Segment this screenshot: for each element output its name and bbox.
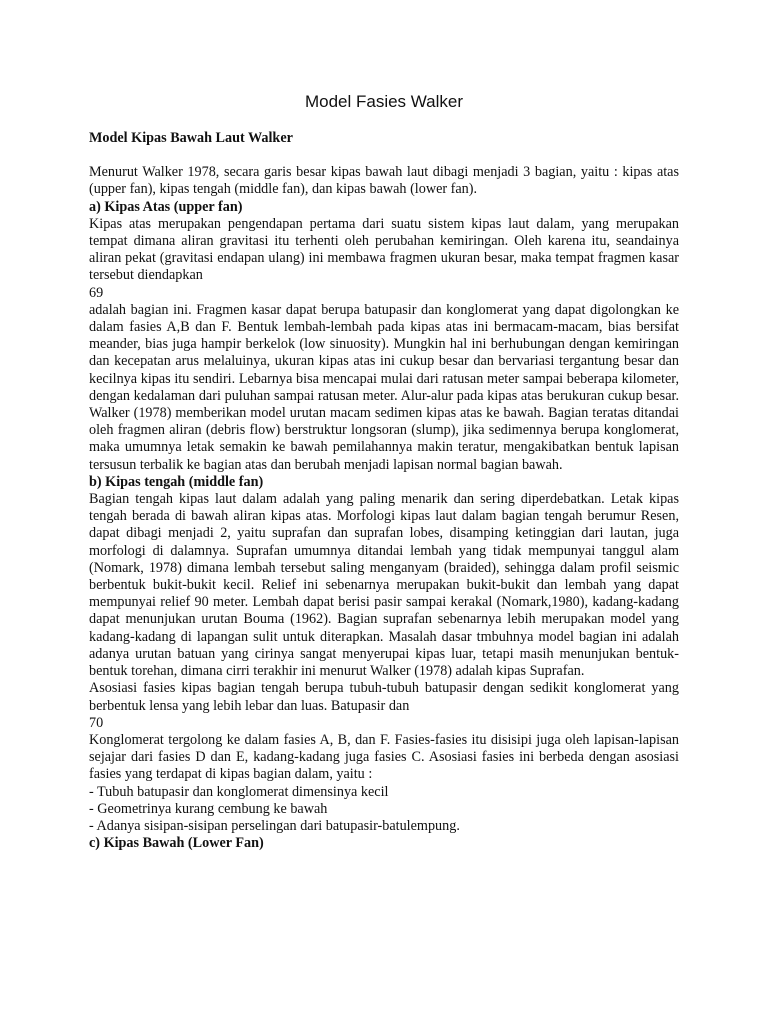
heading-lower-fan: c) Kipas Bawah (Lower Fan): [89, 835, 264, 852]
paragraph-upper-fan-1: Kipas atas merupakan pengendapan pertama dari suatu sistem kipas laut dalam, yang merupakan tempat dimana aliran gravitasi itu terhenti oleh perubahan kemiringan. Oleh karena itu, seandainya aliran pekat (gravitasi endapan ulang) ini membawa fragmen ukuran besar, maka tempat fragmen kasar tersebut diendapkan: [89, 215, 679, 284]
list-item: - Adanya sisipan-sisipan perselingan dari batupasir-batulempung.: [89, 817, 460, 834]
heading-middle-fan: b) Kipas tengah (middle fan): [89, 473, 264, 490]
paragraph-middle-fan-2: Asosiasi fasies kipas bagian tengah berupa tubuh-tubuh batupasir dengan sedikit konglomerat yang berbentuk lensa yang lebih lebar dan luas. Batupasir dan: [89, 680, 679, 714]
paragraph-middle-fan-1: Bagian tengah kipas laut dalam adalah yang paling menarik dan sering diperdebatkan. Letak kipas tengah berada di bawah aliran kipas atas. Morfologi kipas laut dalam bagian tengah berumur Resen, dapat dibagi menjadi 2, yaitu suprafan dan suprafan lobes, disamping ketinggian dari lautan, juga morfologi di dalamnya. Suprafan umumnya ditandai lembah yang tidak mempunyai tanggul alam (Nomark, 1978) dimana lembah tersebut saling menganyam (braided), sehingga dalam profil seismic berbentuk bukit-bukit kecil. Relief ini sebenarnya merupakan bukit-bukit dan lembah yang dapat mempunyai relief 90 meter. Lembah dapat berisi pasir sampai kerakal (Nomark,1980), kadang-kadang dapat menunjukan urutan Bouma (1962). Bagian suprafan sebenarnya lebih merupakan model yang kadang-kadang di lapangan sulit untuk diterapkan. Masalah dasar tmbuhnya model bagian ini adalah adanya urutan batuan yang cirinya sangat menyerupai kipas luar, tetapi masih menunjukan bentuk-bentuk torehan, dimana cirri terakhir ini menurut Walker (1978) adalah kipas Suprafan.: [89, 491, 679, 680]
page-number-69: 69: [89, 284, 104, 301]
list-item: - Geometrinya kurang cembung ke bawah: [89, 800, 328, 817]
section-subtitle: Model Kipas Bawah Laut Walker: [89, 130, 293, 146]
document-body: [89, 130, 679, 852]
heading-upper-fan: a) Kipas Atas (upper fan): [89, 198, 243, 215]
paragraph-middle-fan-3: Konglomerat tergolong ke dalam fasies A, B, dan F. Fasies-fasies itu disisipi juga oleh lapisan-lapisan sejajar dari fasies D dan E, kadang-kadang juga fasies C. Asosiasi fasies ini berbeda dengan asosiasi fasies yang terdapat di kipas bagian dalam, yaitu :: [89, 731, 679, 783]
intro-paragraph: Menurut Walker 1978, secara garis besar kipas bawah laut dibagi menjadi 3 bagian, yaitu : kipas atas (upper fan), kipas tengah (middle fan), dan kipas bawah (lower fan).: [89, 164, 679, 198]
paragraph-upper-fan-2: adalah bagian ini. Fragmen kasar dapat berupa batupasir dan konglomerat yang dapat digolongkan ke dalam fasies A,B dan F. Bentuk lembah-lembah pada kipas atas ini bermacam-macam, bias bersifat meander, bias juga hampir berkelok (low sinuosity). Mungkin hal ini berhubungan dengan kemiringan dan kecepatan arus melaluinya, ukuran kipas atas ini cukup besar dan bervariasi tergantung besar dan kecilnya kipas itu sendiri. Lebarnya bisa mencapai mulai dari ratusan meter sampai beberapa kilometer, dengan kedalaman dari puluhan sampai ratusan meter. Alur-alur pada kipas atas berukuran cukup besar. Walker (1978) memberikan model urutan macam sedimen kipas atas ke bawah. Bagian teratas ditandai oleh fragmen aliran (debris flow) berstruktur longsoran (slump), jika sedimennya berupa konglomerat, maka umumnya letak semakin ke bawah pemilahannya makin teratur, mengakibatkan bentuk lapisan tersusun terbalik ke bagian atas dan berubah menjadi lapisan normal bagian bawah.: [89, 301, 679, 473]
page-number-70: 70: [89, 714, 104, 731]
spacer: [89, 147, 679, 164]
page-title: Model Fasies Walker: [304, 92, 464, 111]
list-item: - Tubuh batupasir dan konglomerat dimensinya kecil: [89, 783, 389, 800]
